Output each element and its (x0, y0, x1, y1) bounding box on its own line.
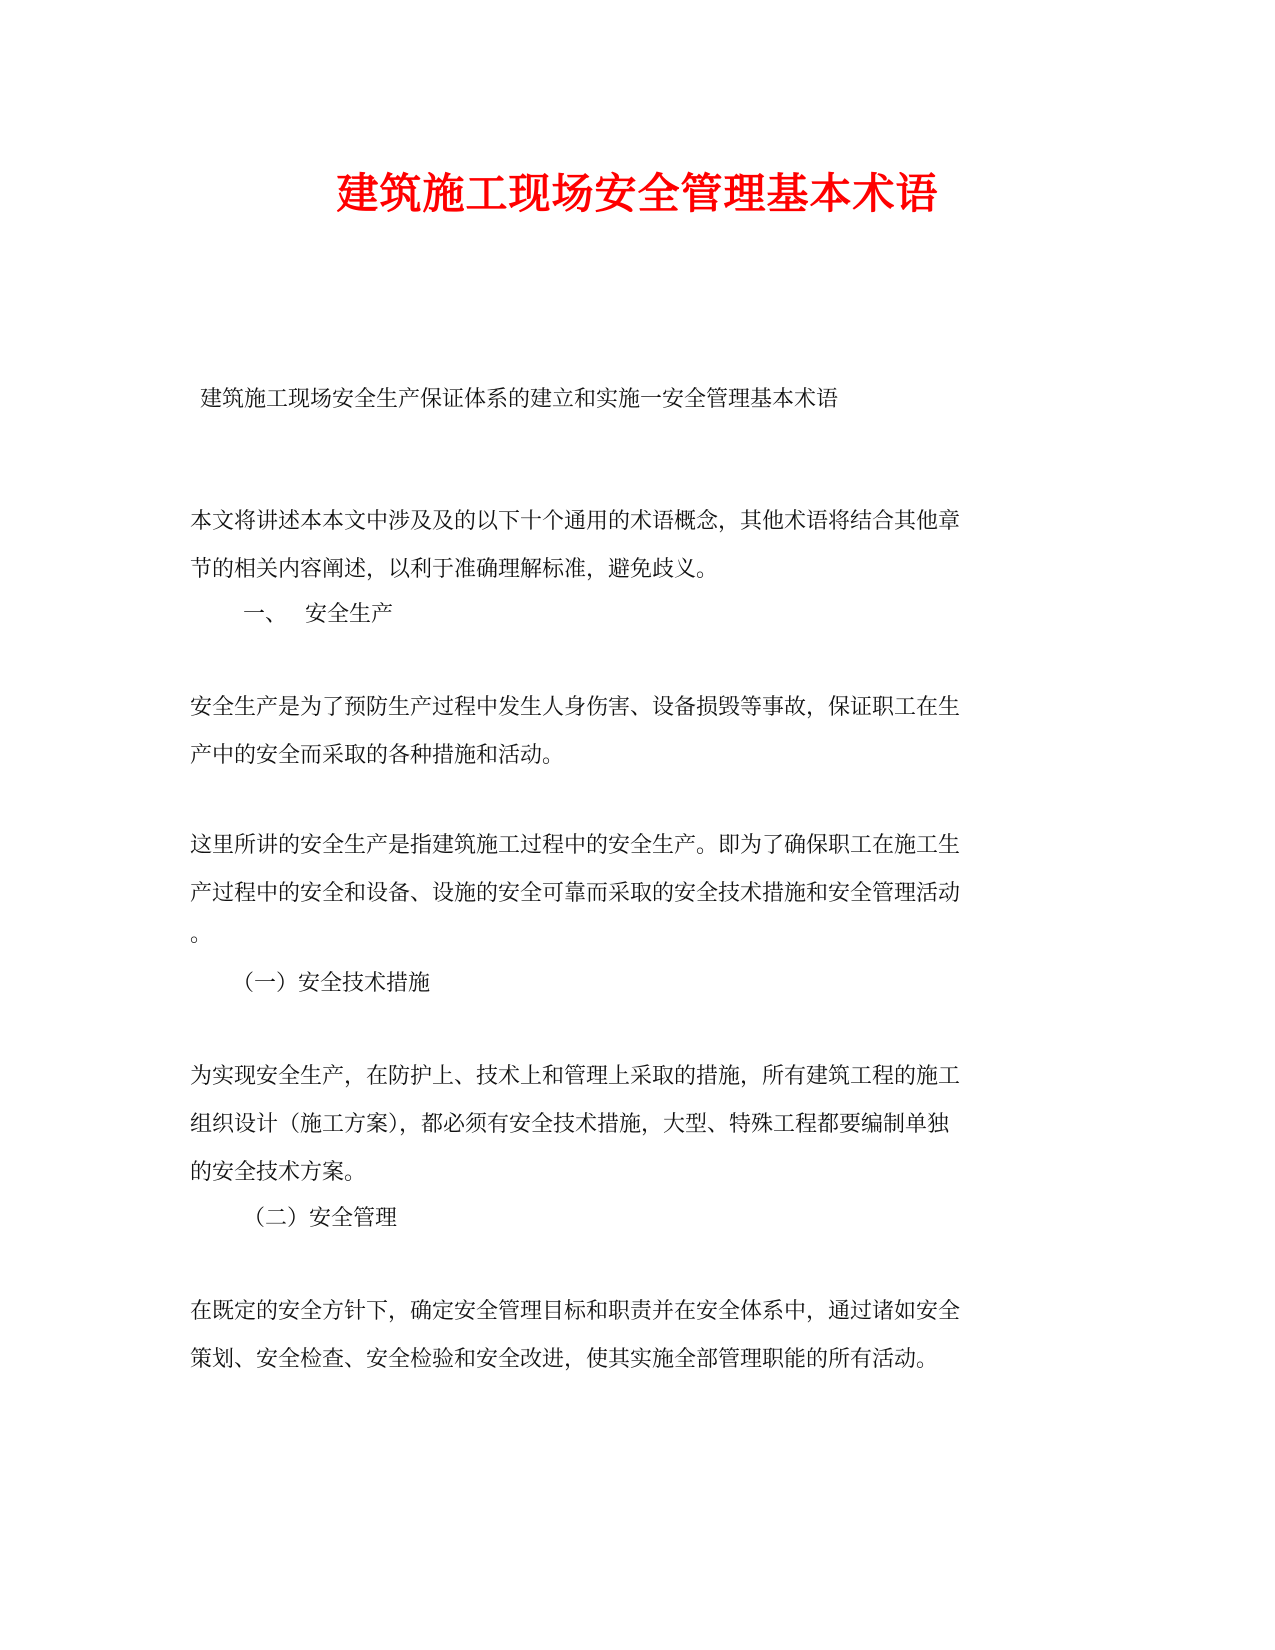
text-line: 策划、安全检查、安全检验和安全改进，使其实施全部管理职能的所有活动。 (190, 1347, 939, 1372)
text-line: 的安全技术方案。 (190, 1160, 367, 1185)
subheading-safety-management: （二）安全管理 (243, 1206, 398, 1231)
paragraph-construction-safety (190, 822, 1070, 952)
text-line: 节的相关内容阐述，以利于准确理解标准，避免歧义。 (190, 557, 719, 582)
text-line: 在既定的安全方针下，确定安全管理目标和职责并在安全体系中，通过诸如安全 (190, 1299, 961, 1324)
paragraph-safety-production-definition (190, 684, 1070, 780)
text-line: 这里所讲的安全生产是指建筑施工过程中的安全生产。即为了确保职工在施工生 (190, 833, 961, 858)
text-line: 本文将讲述本本文中涉及及的以下十个通用的术语概念，其他术语将结合其他章 (190, 509, 961, 534)
subheading-safety-technical-measures: （一）安全技术措施 (232, 971, 431, 996)
intro-paragraph (190, 498, 1070, 594)
text-line: 为实现安全生产，在防护上、技术上和管理上采取的措施，所有建筑工程的施工 (190, 1064, 961, 1089)
text-line: 产过程中的安全和设备、设施的安全可靠而采取的安全技术措施和安全管理活动 (190, 881, 961, 906)
section-title: 安全生产 (305, 602, 394, 627)
document-subtitle: 建筑施工现场安全生产保证体系的建立和实施一安全管理基本术语 (200, 387, 839, 412)
paragraph-technical-measures (190, 1053, 1070, 1197)
paragraph-safety-management (190, 1288, 1070, 1384)
text-line: 产中的安全而采取的各种措施和活动。 (190, 743, 565, 768)
text-line: 组织设计（施工方案），都必须有安全技术措施，大型、特殊工程都要编制单独 (190, 1112, 950, 1137)
text-line: 安全生产是为了预防生产过程中发生人身伤害、设备损毁等事故，保证职工在生 (190, 695, 961, 720)
section-number: 一、 (243, 602, 288, 627)
document-title: 建筑施工现场安全管理基本术语 (336, 169, 939, 218)
text-line: 。 (190, 922, 213, 947)
section-heading-safety-production (243, 600, 393, 630)
